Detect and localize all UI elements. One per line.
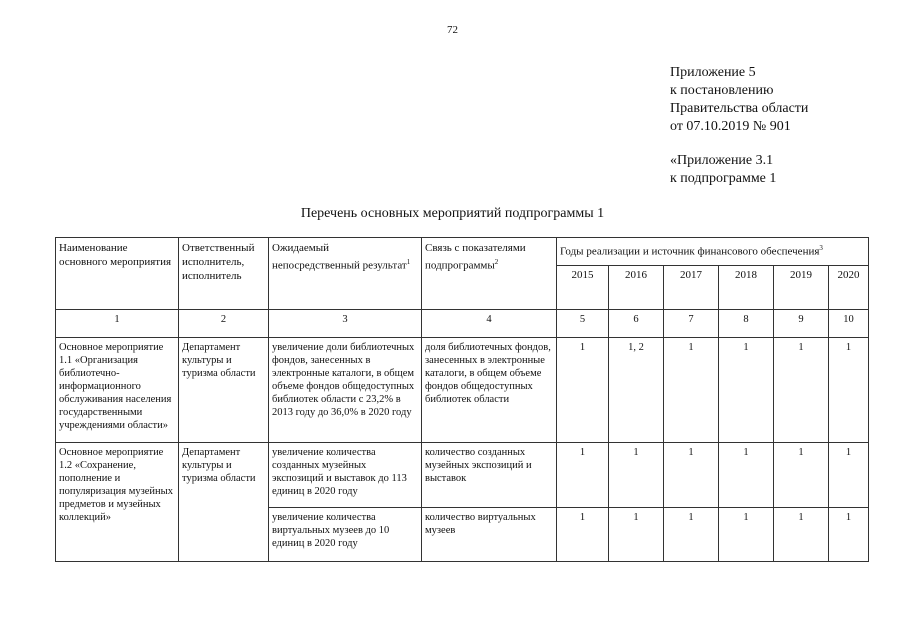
subappendix-line: к подпрограмме 1 [670, 171, 777, 186]
header-year: 2016 [609, 266, 664, 310]
header-year: 2020 [829, 266, 869, 310]
measure-indicator: доля библиотечных фондов, занесенных в электронные каталоги, в общем объеме фондов общедоступных библиотек области [422, 338, 557, 443]
year-value: 1 [719, 338, 774, 443]
year-value: 1 [829, 443, 869, 508]
column-number: 4 [422, 310, 557, 338]
measure-name: Основное мероприятие 1.1 «Организация библиотечно-информационного обслуживания населения государственными учреждениями области» [56, 338, 179, 443]
appendix-line: Приложение 5 [670, 65, 756, 80]
measure-indicator: количество созданных музейных экспозиций и выставок [422, 443, 557, 508]
appendix-line: от 07.10.2019 № 901 [670, 119, 791, 134]
column-number: 3 [269, 310, 422, 338]
header-years-group: Годы реализации и источник финансового обеспечения$^3$ [557, 238, 869, 266]
appendix-line: к постановлению [670, 83, 774, 98]
column-number: 6 [609, 310, 664, 338]
year-value: 1 [557, 338, 609, 443]
measure-result: увеличение количества созданных музейных экспозиций и выставок до 113 единиц в 2020 году [269, 443, 422, 508]
header-year: 2015 [557, 266, 609, 310]
year-value: 1 [774, 508, 829, 562]
page-number: 72 [447, 24, 458, 36]
measure-indicator: количество виртуальных музеев [422, 508, 557, 562]
year-value: 1 [609, 508, 664, 562]
measure-name: Основное мероприятие 1.2 «Сохранение, пополнение и популяризация музейных предметов и музейных коллекций» [56, 443, 179, 562]
measure-result: увеличение количества виртуальных музеев до 10 единиц в 2020 году [269, 508, 422, 562]
year-value: 1 [557, 443, 609, 508]
year-value: 1 [774, 443, 829, 508]
header-year: 2017 [664, 266, 719, 310]
column-number: 2 [179, 310, 269, 338]
year-value: 1 [557, 508, 609, 562]
header-indicator: Связь с показателями подпрограммы$^2$ [422, 238, 557, 310]
subappendix-block [670, 152, 776, 188]
year-value: 1, 2 [609, 338, 664, 443]
year-value: 1 [829, 508, 869, 562]
subappendix-line: «Приложение 3.1 [670, 153, 774, 168]
header-name: Наименование основного мероприятия [56, 238, 179, 310]
measure-result: увеличение доли библиотечных фондов, занесенных в электронные каталоги, в общем объеме фондов общедоступных библиотек области с 23,2% в 2013 году до 36,0% в 2020 году [269, 338, 422, 443]
column-number: 8 [719, 310, 774, 338]
header-year: 2018 [719, 266, 774, 310]
table-row [56, 443, 869, 508]
year-value: 1 [829, 338, 869, 443]
header-result: Ожидаемый непосредственный результат$^1$ [269, 238, 422, 310]
year-value: 1 [664, 338, 719, 443]
column-number: 5 [557, 310, 609, 338]
measure-executor: Департамент культуры и туризма области [179, 338, 269, 443]
header-year: 2019 [774, 266, 829, 310]
header-executor: Ответственный исполнитель, исполнитель [179, 238, 269, 310]
year-value: 1 [774, 338, 829, 443]
column-number: 1 [56, 310, 179, 338]
column-number: 10 [829, 310, 869, 338]
document-title: Перечень основных мероприятий подпрограммы 1 [300, 206, 605, 221]
year-value: 1 [719, 443, 774, 508]
appendix-line: Правительства области [670, 101, 809, 116]
year-value: 1 [719, 508, 774, 562]
column-number: 7 [664, 310, 719, 338]
measures-table [55, 237, 869, 562]
year-value: 1 [609, 443, 664, 508]
measure-executor: Департамент культуры и туризма области [179, 443, 269, 562]
year-value: 1 [664, 443, 719, 508]
year-value: 1 [664, 508, 719, 562]
appendix-block [670, 64, 808, 136]
table-row [56, 338, 869, 443]
column-number: 9 [774, 310, 829, 338]
